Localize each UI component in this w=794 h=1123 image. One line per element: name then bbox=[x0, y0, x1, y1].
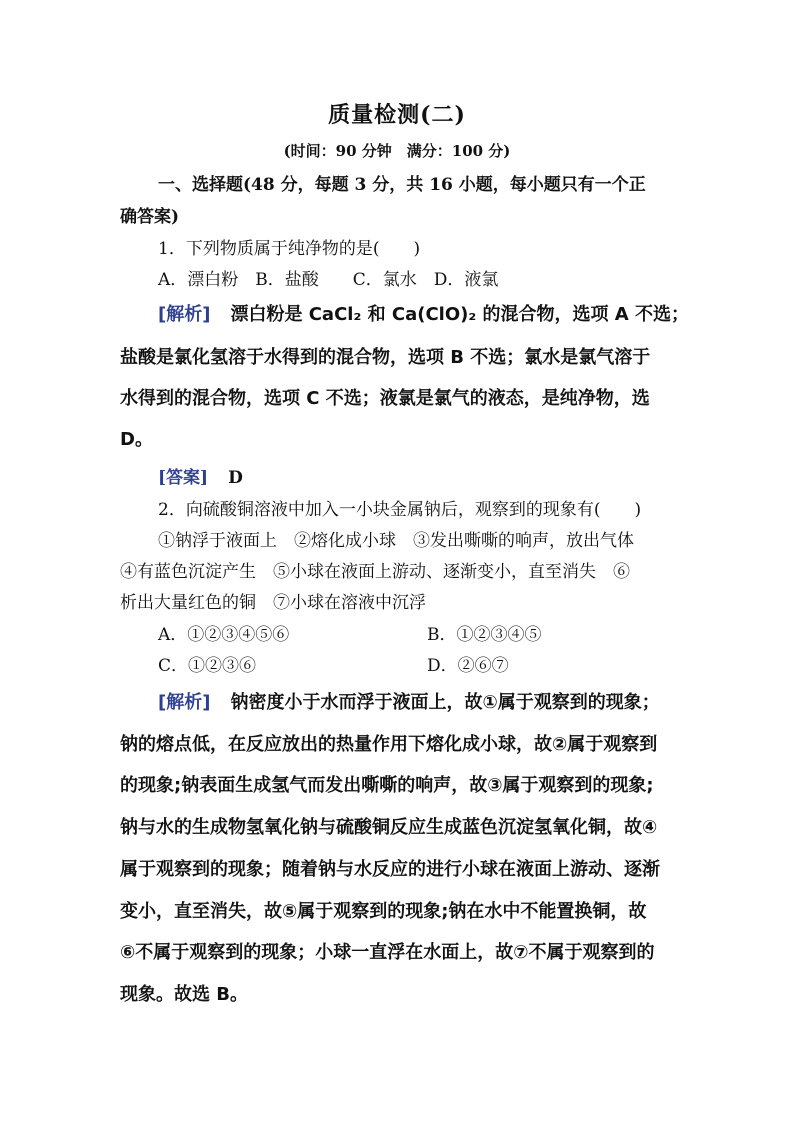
page-title: 质量检测(二) bbox=[328, 102, 466, 128]
analysis-text: 漂白粉是 CaCl₂ 和 Ca(ClO)₂ 的混合物，选项 A 不选； bbox=[230, 304, 689, 325]
section-heading-cont: 确答案) bbox=[120, 207, 180, 227]
question-2-item-line: 析出大量红色的铜 ⑦小球在溶液中沉浮 bbox=[120, 593, 426, 613]
question-2-analysis-line: 现象。故选 B。 bbox=[120, 984, 248, 1005]
question-1-analysis-line bbox=[158, 300, 689, 326]
question-2-stem: 2．向硫酸铜溶液中加入一小块金属钠后，观察到的现象有( ) bbox=[158, 500, 642, 520]
question-1-answer bbox=[158, 463, 243, 488]
question-2-option-b: B．①②③④⑤ bbox=[427, 625, 542, 645]
question-1-stem: 1．下列物质属于纯净物的是( ) bbox=[158, 239, 421, 259]
question-2-option-d: D．②⑥⑦ bbox=[427, 656, 509, 676]
question-1-analysis-line: D。 bbox=[120, 429, 153, 450]
exam-time-score: (时间：90 分钟 满分：100 分) bbox=[283, 142, 511, 160]
question-2-analysis-line bbox=[158, 688, 660, 714]
analysis-label: [解析] bbox=[158, 304, 211, 325]
question-1-analysis-line: 水得到的混合物，选项 C 不选；液氯是氯气的液态，是纯净物，选 bbox=[120, 388, 650, 409]
answer-value: D bbox=[228, 468, 243, 488]
question-2-analysis-line: 变小，直至消失，故⑤属于观察到的现象;钠在水中不能置换铜，故 bbox=[120, 901, 647, 922]
question-2-analysis-line: 钠的熔点低，在反应放出的热量作用下熔化成小球，故②属于观察到 bbox=[120, 734, 658, 755]
question-1-analysis-line: 盐酸是氯化氢溶于水得到的混合物，选项 B 不选；氯水是氯气溶于 bbox=[120, 347, 651, 368]
question-2-option-a: A．①②③④⑤⑥ bbox=[158, 625, 290, 645]
analysis-label: [解析] bbox=[158, 692, 211, 713]
question-2-item-line: ④有蓝色沉淀产生 ⑤小球在液面上游动、逐渐变小，直至消失 ⑥ bbox=[120, 562, 630, 582]
question-2-analysis-line: ⑥不属于观察到的现象；小球一直浮在水面上，故⑦不属于观察到的 bbox=[120, 942, 655, 963]
answer-label: [答案] bbox=[158, 468, 209, 488]
question-2-analysis-line: 钠与水的生成物氢氧化钠与硫酸铜反应生成蓝色沉淀氢氧化铜，故④ bbox=[120, 817, 658, 838]
section-heading: 一、选择题(48 分，每题 3 分，共 16 小题，每小题只有一个正 bbox=[158, 175, 646, 195]
question-2-option-c: C．①②③⑥ bbox=[158, 656, 257, 676]
analysis-text: 钠密度小于水而浮于液面上，故①属于观察到的现象； bbox=[230, 692, 660, 713]
question-2-analysis-line: 的现象;钠表面生成氢气而发出嘶嘶的响声，故③属于观察到的现象; bbox=[120, 775, 654, 796]
question-2-analysis-line: 属于观察到的现象；随着钠与水反应的进行小球在液面上游动、逐渐 bbox=[120, 859, 660, 880]
question-1-options: A．漂白粉 B．盐酸 C．氯水 D．液氯 bbox=[158, 270, 499, 290]
question-2-item-line: ①钠浮于液面上 ②熔化成小球 ③发出嘶嘶的响声，放出气体 bbox=[158, 531, 634, 551]
